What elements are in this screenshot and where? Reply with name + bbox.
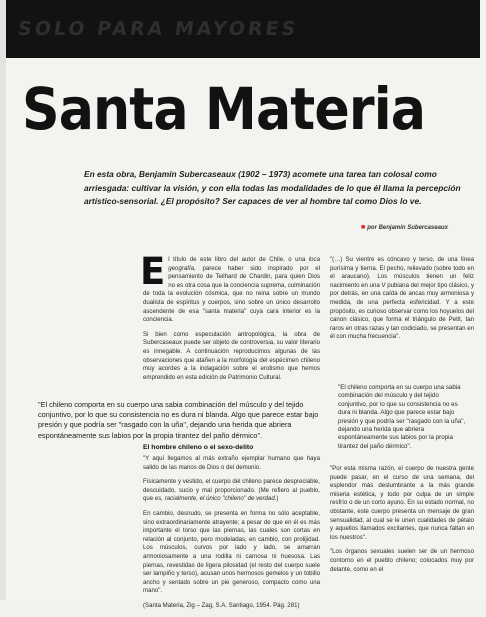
citation: (Santa Materia, Zig – Zag, S.A. Santiago, 1954. Pág. 281) [143,601,300,609]
byline [361,224,448,231]
section-heading: El hombre chileno o el sexo-delito [143,444,254,451]
section-p2-emphasis: es, racialmente, el único "chileno" de verdad. [154,495,277,503]
section-p2-start: Físicamente y vestido, el cuerpo del chileno parece despreciable, descuidado, sucio y mal proporcionado. (Me refiero al pueblo, que [143,478,320,503]
section-p2-end: ) [276,495,279,503]
pull-quote: "El chileno comporta en su cuerpo una sabia combinación del músculo y del tejido conjuntivo, por lo que su consistencia no es dura ni blanda. Algo que parece estar bajo presión y que podría ser "rasgado con la uña", dejando una herida que abriera espontáneamente sus labios por la propia tirantez del paño dérmico". [38,400,319,440]
intro-emphasis: visión [172,182,198,193]
byline-marker-icon: ■ [361,224,366,231]
left-column-section [143,455,320,617]
banner-text: SOLO PARA MAYORES [16,18,300,40]
intro-text-part2: , y con ella todas las modalidades de lo que él llama la percepción artístico-sensorial. ¿El propósito? Ser capaces de ver al hombre tal como Dios lo ve. [84,182,461,206]
right-paragraph-2: "Por esta misma razón, el cuerpo de nuestra gente puede pasar, en el curso de una semana, del esplendor más deslumbrante a la más grande miseria estética, y todo por culpa de un simple resfrío o de un corto ayuno. En su estado normal, no obstante, este cuerpo presenta un mensaje de gran sensualidad, al cual se le unen cualidades de pétalo y aquellos llamados excitantes, que nunca faltan en los nuestros". [330,465,474,541]
drop-cap: E [140,250,166,293]
article-title: Santa Materia [22,75,426,143]
left-column-intro [140,250,320,388]
section-paragraph-3: En cambio, desnudo, se presenta en forma no sólo aceptable, sino extraordinariamente atrayente; a pesar de que en él es más importante el torso que las piernas, las cuales son cortas en relación al conjunto, pero modeladas, en cambio, con prolijidad. Los músculos, curvos por lado y lado, se amarran armoniosamente a una rodilla ni carnosa ni huesosa. Las piernas, revestidas de ligera pilosidad (el resto del cuerpo suele ser lampiño y terso), acusan unos hermosos gemelos y un tobillo ancho y sentado sobre un pie generoso, compacto como una mano". [143,509,320,595]
header-banner [6,0,480,58]
left-paragraph-2: Si bien como especulación antropológica, la obra de Subercaseaux puede ser objeto de controversia, su valor literario es innegable. A continuación reproducimos algunas de las observaciones que atañen a la morfología del espécimen chileno muy acordes a la indagación sobre el erotismo que hemos emprendido en esta edición de Patrimonio Cultural. [143,330,320,381]
right-column-top [330,256,474,348]
byline-text: por Benjamín Subercaseaux [367,225,448,231]
left-p1-end: , parece haber sido inspirado por el pensamiento de Teilhard de Chardin, para quien Dios no es otra cosa que la conciencia suprema, culminación de toda la evolución cósmica, que no reina sobre un mundo dualista de espíritus y cuerpos, sino sobre un único desarrollo ascendente de esa "santa materia" cuya cara interior es la conciencia. [143,264,320,324]
left-p1-emphasis: loca geografía [168,256,320,272]
pull-quote-sidebar: "El chileno comporta en su cuerpo una sabia combinación del músculo y del tejido conjuntivo, por lo que su consistencia no es dura ni blanda. Algo que parece estar bajo presión y que podría ser "rasgado con la uña", dejando una herida que abriera espontáneamente sus labios por la propia tirantez del paño dérmico". [338,384,466,450]
section-paragraph-2 [143,478,320,504]
left-p1-start: l título de este libro del autor de Chile, o una [168,256,309,263]
article-intro [84,168,476,209]
right-paragraph-1: "(…) Su vientre es cóncavo y terso, de una línea purísima y tierna. El pecho, relievado (sobre todo en el araucano). Los músculos tienen un feliz nacimiento en una V pubiana del mejor tipo clásico, y por detrás, en una caída de ancas muy armoniosa y medida, de una perfecta esfericidad. Y a este propósito, es curioso observar como los hoyuelos del canon clásico, que forma el triángulo de Petit, tan raros en otras razas y tan codiciado, se presentan en él con mucha frecuencia". [330,256,474,341]
right-paragraph-3: "Los órganos sexuales suelen ser de un hermoso contorno en el pueblo chileno; colocados muy por delante, como en el [330,548,474,573]
section-paragraph-1: "Y aquí llegamos al más extraño ejemplar humano que haya salido de las manos de Dios o del demonio. [143,455,320,471]
intro-text-part1: En esta obra, Benjamín Subercaseaux (1902 – 1973) acomete una tarea tan colosal como arriesgada: cultivar la [84,169,437,193]
right-column-bottom [330,465,474,580]
left-paragraph-1 [140,250,320,325]
page-edge [0,0,6,600]
